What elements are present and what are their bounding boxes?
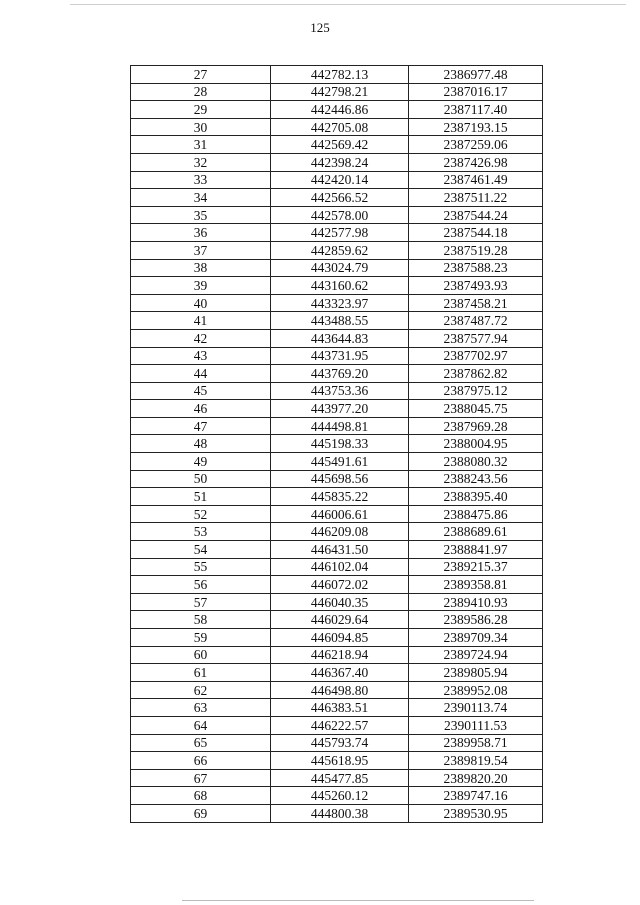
point-number-cell: 28 (131, 83, 271, 101)
y-coordinate-cell: 2389820.20 (409, 769, 543, 787)
y-coordinate-cell: 2387862.82 (409, 365, 543, 383)
point-number-cell: 64 (131, 716, 271, 734)
x-coordinate-cell: 446209.08 (271, 523, 409, 541)
x-coordinate-cell: 442569.42 (271, 136, 409, 154)
point-number-cell: 32 (131, 153, 271, 171)
y-coordinate-cell: 2386977.48 (409, 66, 543, 84)
y-coordinate-cell: 2389410.93 (409, 593, 543, 611)
y-coordinate-cell: 2389586.28 (409, 611, 543, 629)
y-coordinate-cell: 2389952.08 (409, 681, 543, 699)
y-coordinate-cell: 2389358.81 (409, 576, 543, 594)
table-row (131, 664, 543, 682)
point-number-cell: 68 (131, 787, 271, 805)
point-number-cell: 61 (131, 664, 271, 682)
x-coordinate-cell: 443769.20 (271, 365, 409, 383)
table-row (131, 417, 543, 435)
point-number-cell: 30 (131, 118, 271, 136)
table-row (131, 716, 543, 734)
point-number-cell: 59 (131, 629, 271, 647)
point-number-cell: 39 (131, 277, 271, 295)
point-number-cell: 65 (131, 734, 271, 752)
table-row (131, 118, 543, 136)
x-coordinate-cell: 446094.85 (271, 629, 409, 647)
table-row (131, 101, 543, 119)
y-coordinate-cell: 2387458.21 (409, 294, 543, 312)
point-number-cell: 56 (131, 576, 271, 594)
y-coordinate-cell: 2387511.22 (409, 189, 543, 207)
x-coordinate-cell: 446029.64 (271, 611, 409, 629)
x-coordinate-cell: 445698.56 (271, 470, 409, 488)
y-coordinate-cell: 2389709.34 (409, 629, 543, 647)
x-coordinate-cell: 442566.52 (271, 189, 409, 207)
table-row (131, 804, 543, 822)
point-number-cell: 42 (131, 329, 271, 347)
table-row (131, 593, 543, 611)
top-edge-rule (70, 4, 626, 5)
table-row (131, 435, 543, 453)
x-coordinate-cell: 442705.08 (271, 118, 409, 136)
x-coordinate-cell: 443024.79 (271, 259, 409, 277)
point-number-cell: 41 (131, 312, 271, 330)
y-coordinate-cell: 2388841.97 (409, 541, 543, 559)
y-coordinate-cell: 2387702.97 (409, 347, 543, 365)
y-coordinate-cell: 2389819.54 (409, 752, 543, 770)
y-coordinate-cell: 2387259.06 (409, 136, 543, 154)
point-number-cell: 37 (131, 241, 271, 259)
x-coordinate-cell: 446222.57 (271, 716, 409, 734)
y-coordinate-cell: 2387493.93 (409, 277, 543, 295)
y-coordinate-cell: 2388395.40 (409, 488, 543, 506)
point-number-cell: 57 (131, 593, 271, 611)
x-coordinate-cell: 442782.13 (271, 66, 409, 84)
point-number-cell: 44 (131, 365, 271, 383)
x-coordinate-cell: 446102.04 (271, 558, 409, 576)
point-number-cell: 31 (131, 136, 271, 154)
table-row (131, 453, 543, 471)
y-coordinate-cell: 2387519.28 (409, 241, 543, 259)
table-row (131, 189, 543, 207)
y-coordinate-cell: 2387461.49 (409, 171, 543, 189)
point-number-cell: 46 (131, 400, 271, 418)
table-row (131, 629, 543, 647)
x-coordinate-cell: 442578.00 (271, 206, 409, 224)
x-coordinate-cell: 442398.24 (271, 153, 409, 171)
point-number-cell: 45 (131, 382, 271, 400)
y-coordinate-cell: 2387544.18 (409, 224, 543, 242)
point-number-cell: 60 (131, 646, 271, 664)
point-number-cell: 50 (131, 470, 271, 488)
x-coordinate-cell: 442577.98 (271, 224, 409, 242)
point-number-cell: 67 (131, 769, 271, 787)
y-coordinate-cell: 2387544.24 (409, 206, 543, 224)
y-coordinate-cell: 2389747.16 (409, 787, 543, 805)
table-row (131, 206, 543, 224)
point-number-cell: 63 (131, 699, 271, 717)
y-coordinate-cell: 2387426.98 (409, 153, 543, 171)
y-coordinate-cell: 2389530.95 (409, 804, 543, 822)
point-number-cell: 66 (131, 752, 271, 770)
table-row (131, 541, 543, 559)
coordinates-table (130, 65, 543, 823)
x-coordinate-cell: 446040.35 (271, 593, 409, 611)
x-coordinate-cell: 443753.36 (271, 382, 409, 400)
y-coordinate-cell: 2388004.95 (409, 435, 543, 453)
y-coordinate-cell: 2388475.86 (409, 505, 543, 523)
bottom-edge-rule (182, 900, 534, 901)
table-row (131, 611, 543, 629)
point-number-cell: 53 (131, 523, 271, 541)
table-row (131, 241, 543, 259)
table-row (131, 294, 543, 312)
x-coordinate-cell: 443644.83 (271, 329, 409, 347)
point-number-cell: 36 (131, 224, 271, 242)
point-number-cell: 29 (131, 101, 271, 119)
y-coordinate-cell: 2388243.56 (409, 470, 543, 488)
x-coordinate-cell: 446383.51 (271, 699, 409, 717)
point-number-cell: 48 (131, 435, 271, 453)
table-row (131, 312, 543, 330)
y-coordinate-cell: 2390113.74 (409, 699, 543, 717)
x-coordinate-cell: 444498.81 (271, 417, 409, 435)
y-coordinate-cell: 2387577.94 (409, 329, 543, 347)
coordinates-table-body (131, 66, 543, 823)
y-coordinate-cell: 2389958.71 (409, 734, 543, 752)
table-row (131, 769, 543, 787)
table-row (131, 382, 543, 400)
table-row (131, 558, 543, 576)
y-coordinate-cell: 2387193.15 (409, 118, 543, 136)
x-coordinate-cell: 446072.02 (271, 576, 409, 594)
x-coordinate-cell: 445618.95 (271, 752, 409, 770)
table-row (131, 259, 543, 277)
table-row (131, 277, 543, 295)
table-row (131, 347, 543, 365)
point-number-cell: 62 (131, 681, 271, 699)
table-row (131, 734, 543, 752)
x-coordinate-cell: 443977.20 (271, 400, 409, 418)
x-coordinate-cell: 445477.85 (271, 769, 409, 787)
table-row (131, 400, 543, 418)
x-coordinate-cell: 446218.94 (271, 646, 409, 664)
table-row (131, 523, 543, 541)
x-coordinate-cell: 442859.62 (271, 241, 409, 259)
point-number-cell: 40 (131, 294, 271, 312)
table-row (131, 224, 543, 242)
table-row (131, 699, 543, 717)
table-row (131, 171, 543, 189)
point-number-cell: 43 (131, 347, 271, 365)
x-coordinate-cell: 443488.55 (271, 312, 409, 330)
x-coordinate-cell: 446431.50 (271, 541, 409, 559)
table-row (131, 329, 543, 347)
point-number-cell: 49 (131, 453, 271, 471)
y-coordinate-cell: 2387016.17 (409, 83, 543, 101)
point-number-cell: 54 (131, 541, 271, 559)
x-coordinate-cell: 446367.40 (271, 664, 409, 682)
y-coordinate-cell: 2390111.53 (409, 716, 543, 734)
y-coordinate-cell: 2389215.37 (409, 558, 543, 576)
x-coordinate-cell: 444800.38 (271, 804, 409, 822)
x-coordinate-cell: 445198.33 (271, 435, 409, 453)
y-coordinate-cell: 2387117.40 (409, 101, 543, 119)
y-coordinate-cell: 2389724.94 (409, 646, 543, 664)
y-coordinate-cell: 2388045.75 (409, 400, 543, 418)
table-row (131, 136, 543, 154)
table-row (131, 83, 543, 101)
point-number-cell: 38 (131, 259, 271, 277)
point-number-cell: 35 (131, 206, 271, 224)
x-coordinate-cell: 443160.62 (271, 277, 409, 295)
table-row (131, 488, 543, 506)
x-coordinate-cell: 445835.22 (271, 488, 409, 506)
table-row (131, 787, 543, 805)
x-coordinate-cell: 445793.74 (271, 734, 409, 752)
x-coordinate-cell: 443323.97 (271, 294, 409, 312)
point-number-cell: 47 (131, 417, 271, 435)
point-number-cell: 27 (131, 66, 271, 84)
y-coordinate-cell: 2387975.12 (409, 382, 543, 400)
point-number-cell: 52 (131, 505, 271, 523)
table-row (131, 365, 543, 383)
x-coordinate-cell: 442420.14 (271, 171, 409, 189)
y-coordinate-cell: 2387487.72 (409, 312, 543, 330)
table-row (131, 681, 543, 699)
x-coordinate-cell: 443731.95 (271, 347, 409, 365)
x-coordinate-cell: 446006.61 (271, 505, 409, 523)
table-row (131, 470, 543, 488)
x-coordinate-cell: 445260.12 (271, 787, 409, 805)
point-number-cell: 69 (131, 804, 271, 822)
point-number-cell: 55 (131, 558, 271, 576)
table-row (131, 576, 543, 594)
y-coordinate-cell: 2388689.61 (409, 523, 543, 541)
y-coordinate-cell: 2387588.23 (409, 259, 543, 277)
table-row (131, 153, 543, 171)
table-row (131, 505, 543, 523)
x-coordinate-cell: 446498.80 (271, 681, 409, 699)
y-coordinate-cell: 2387969.28 (409, 417, 543, 435)
table-row (131, 752, 543, 770)
page-number: 125 (310, 20, 330, 35)
point-number-cell: 34 (131, 189, 271, 207)
point-number-cell: 58 (131, 611, 271, 629)
y-coordinate-cell: 2389805.94 (409, 664, 543, 682)
x-coordinate-cell: 445491.61 (271, 453, 409, 471)
point-number-cell: 33 (131, 171, 271, 189)
x-coordinate-cell: 442446.86 (271, 101, 409, 119)
x-coordinate-cell: 442798.21 (271, 83, 409, 101)
point-number-cell: 51 (131, 488, 271, 506)
y-coordinate-cell: 2388080.32 (409, 453, 543, 471)
table-row (131, 646, 543, 664)
table-row (131, 66, 543, 84)
